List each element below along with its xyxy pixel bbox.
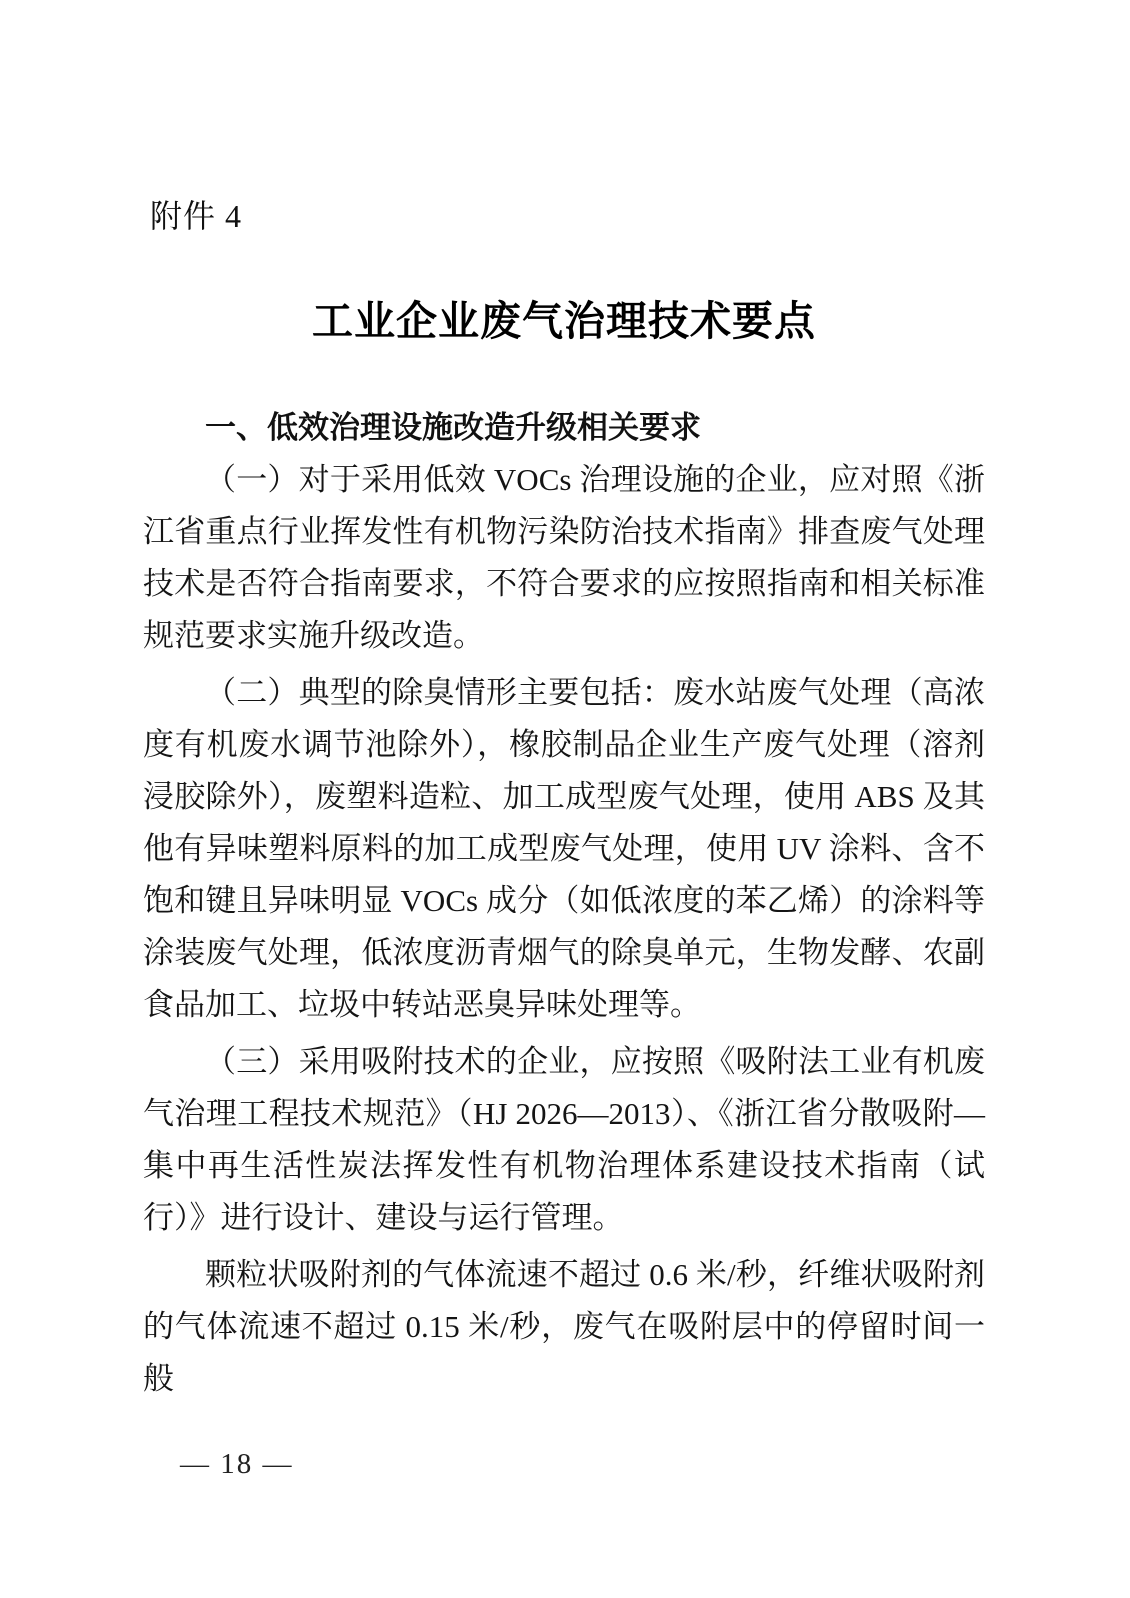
- body-paragraphs: [143, 454, 985, 1405]
- document-title: 工业企业废气治理技术要点: [312, 298, 816, 344]
- paragraph: （三）采用吸附技术的企业，应按照《吸附法工业有机废气治理工程技术规范》（HJ 2026—2013）、《浙江省分散吸附—集中再生活性炭法挥发性有机物治理体系建设技术指南（试行）》进行设计、建设与运行管理。: [143, 1044, 985, 1235]
- paragraph: （一）对于采用低效 VOCs 治理设施的企业，应对照《浙江省重点行业挥发性有机物污染防治技术指南》排查废气处理技术是否符合指南要求，不符合要求的应按照指南和相关标准规范要求实施升级改造。: [143, 462, 985, 653]
- page-number: — 18 —: [180, 1448, 294, 1480]
- section-heading: 一、低效治理设施改造升级相关要求: [205, 410, 701, 445]
- paragraph: （二）典型的除臭情形主要包括：废水站废气处理（高浓度有机废水调节池除外），橡胶制品企业生产废气处理（溶剂浸胶除外），废塑料造粒、加工成型废气处理，使用 ABS 及其他有异味塑料原料的加工成型废气处理，使用 UV 涂料、含不饱和键且异味明显 VOCs 成分（如低浓度的苯乙烯）的涂料等涂装废气处理，低浓度沥青烟气的除臭单元，生物发酵、农副食品加工、垃圾中转站恶臭异味处理等。: [143, 675, 985, 1022]
- annex-label: 附件 4: [150, 198, 243, 234]
- paragraph: 颗粒状吸附剂的气体流速不超过 0.6 米/秒，纤维状吸附剂的气体流速不超过 0.15 米/秒，废气在吸附层中的停留时间一般: [143, 1257, 985, 1396]
- document-body: [143, 406, 985, 1405]
